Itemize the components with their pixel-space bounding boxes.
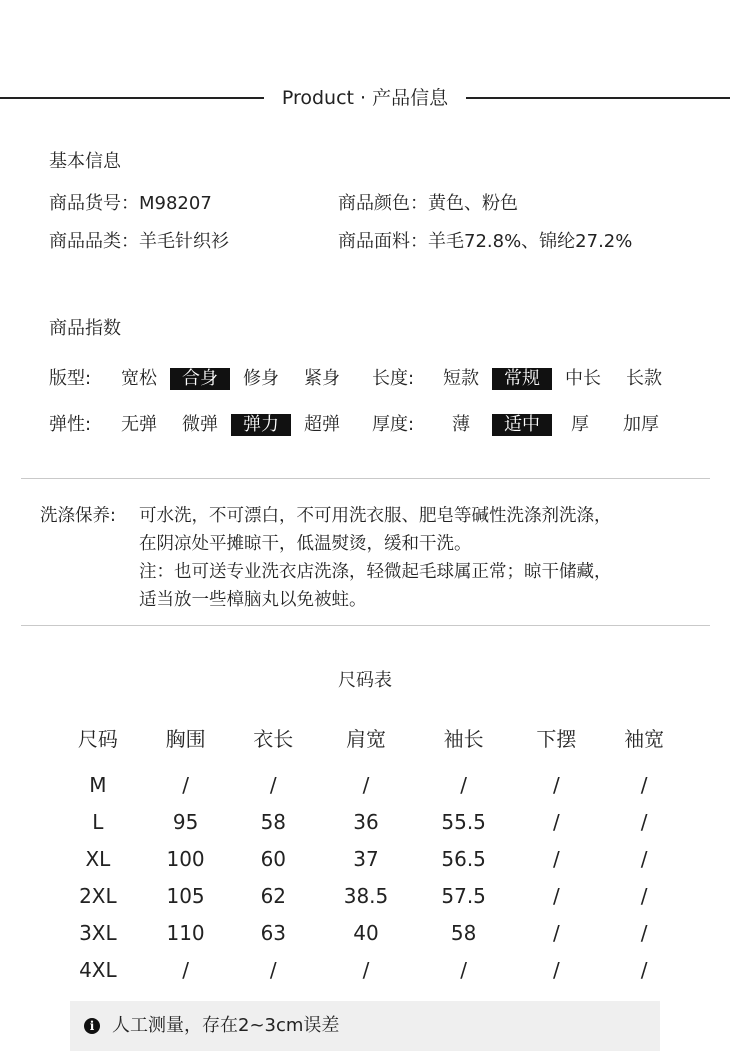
table-cell: 36 [353, 809, 379, 834]
length-option-selected: 常规 [492, 368, 552, 390]
table-cell: 37 [353, 846, 379, 871]
table-row [54, 803, 688, 840]
title-divider-left [0, 97, 264, 99]
product-index-heading: 商品指数 [49, 318, 121, 339]
table-cell: 55.5 [441, 809, 486, 834]
table-row [54, 877, 688, 914]
table-cell: / [640, 883, 648, 908]
table-cell: / [640, 772, 648, 797]
care-line: 可水洗，不可漂白，不可用洗衣服、肥皂等碱性洗涤剂洗涤， [139, 506, 612, 526]
care-line: 注：也可送专业洗衣店洗涤，轻微起毛球属正常；晾干储藏， [139, 562, 612, 582]
divider [21, 478, 710, 479]
thickness-option: 薄 [452, 414, 470, 435]
table-cell: 40 [353, 920, 379, 945]
table-cell: / [362, 957, 370, 982]
section-title-row [0, 86, 730, 112]
table-cell: / [269, 772, 277, 797]
length-option: 短款 [443, 368, 479, 389]
table-cell: / [552, 883, 560, 908]
note-text: 人工测量，存在2~3cm误差 [112, 1015, 340, 1036]
length-option: 中长 [565, 368, 601, 389]
divider [21, 625, 710, 626]
care-label: 洗涤保养: [40, 506, 116, 526]
table-cell: 58 [260, 809, 287, 834]
thickness-option: 加厚 [623, 414, 659, 435]
fit-option: 宽松 [121, 368, 157, 389]
fit-option: 修身 [243, 368, 279, 389]
length-option: 长款 [626, 368, 662, 389]
table-cell: / [552, 846, 560, 871]
table-cell: / [460, 772, 468, 797]
table-cell: / [640, 920, 648, 945]
thickness-label: 厚度: [372, 414, 415, 435]
size-table-header-row [54, 718, 688, 766]
info-icon: i [84, 1018, 100, 1034]
elasticity-option-selected: 弹力 [231, 414, 291, 436]
care-line: 在阴凉处平摊晾干，低温熨烫，缓和干洗。 [139, 534, 472, 554]
elasticity-option: 微弹 [182, 414, 218, 435]
column-header: 尺码 [77, 726, 118, 751]
fit-label: 版型: [49, 368, 92, 389]
table-cell: / [460, 957, 468, 982]
table-cell: / [269, 957, 277, 982]
length-label: 长度: [372, 368, 415, 389]
column-header: 胸围 [165, 726, 206, 751]
table-cell: / [552, 809, 560, 834]
table-cell: / [182, 772, 189, 797]
size-table-title: 尺码表 [338, 670, 392, 691]
elasticity-option: 无弹 [121, 414, 157, 435]
title-divider-right [466, 97, 730, 99]
table-cell: 4XL [79, 957, 117, 982]
table-cell: / [552, 772, 560, 797]
table-cell: 3XL [79, 920, 117, 945]
table-cell: 100 [166, 846, 205, 871]
column-header: 袖长 [443, 726, 484, 751]
table-cell: 63 [260, 920, 287, 945]
table-row [54, 914, 688, 951]
table-cell: 2XL [79, 883, 117, 908]
item-number: 商品货号：M98207 [49, 193, 212, 214]
column-header: 袖宽 [624, 726, 665, 751]
table-cell: / [640, 809, 648, 834]
fit-option-selected: 合身 [170, 368, 230, 390]
column-header: 肩宽 [345, 726, 386, 751]
table-cell: / [182, 957, 189, 982]
table-cell: 105 [166, 883, 205, 908]
item-color: 商品颜色：黄色、粉色 [338, 193, 518, 214]
item-fabric: 商品面料：羊毛72.8%、锦纶27.2% [338, 231, 633, 252]
table-cell: / [640, 846, 648, 871]
table-cell: 58 [450, 920, 477, 945]
table-cell: M [89, 772, 107, 797]
table-row [54, 951, 688, 988]
elasticity-option: 超弹 [304, 414, 340, 435]
elasticity-label: 弹性: [49, 414, 92, 435]
table-cell: 110 [166, 920, 205, 945]
table-cell: XL [85, 846, 111, 871]
table-row [54, 766, 688, 803]
table-cell: / [552, 957, 560, 982]
table-cell: / [640, 957, 648, 982]
basic-info-heading: 基本信息 [49, 151, 121, 172]
table-cell: 95 [172, 809, 199, 834]
fit-option: 紧身 [304, 368, 340, 389]
table-cell: / [552, 920, 560, 945]
column-header: 下摆 [536, 726, 577, 751]
table-row [54, 840, 688, 877]
table-cell: 38.5 [343, 883, 389, 908]
table-cell: / [362, 772, 370, 797]
thickness-option-selected: 适中 [492, 414, 552, 436]
care-line: 适当放一些樟脑丸以免被蛀。 [139, 590, 367, 610]
size-table [54, 718, 688, 988]
thickness-option: 厚 [571, 414, 589, 435]
table-cell: 57.5 [441, 883, 486, 908]
measurement-note [70, 1001, 660, 1051]
table-cell: 60 [260, 846, 287, 871]
item-category: 商品品类：羊毛针织衫 [49, 231, 229, 252]
table-cell: 56.5 [441, 846, 486, 871]
column-header: 衣长 [253, 726, 294, 751]
page-title: Product · 产品信息 [281, 87, 449, 109]
table-cell: L [92, 809, 104, 834]
table-cell: 62 [260, 883, 287, 908]
